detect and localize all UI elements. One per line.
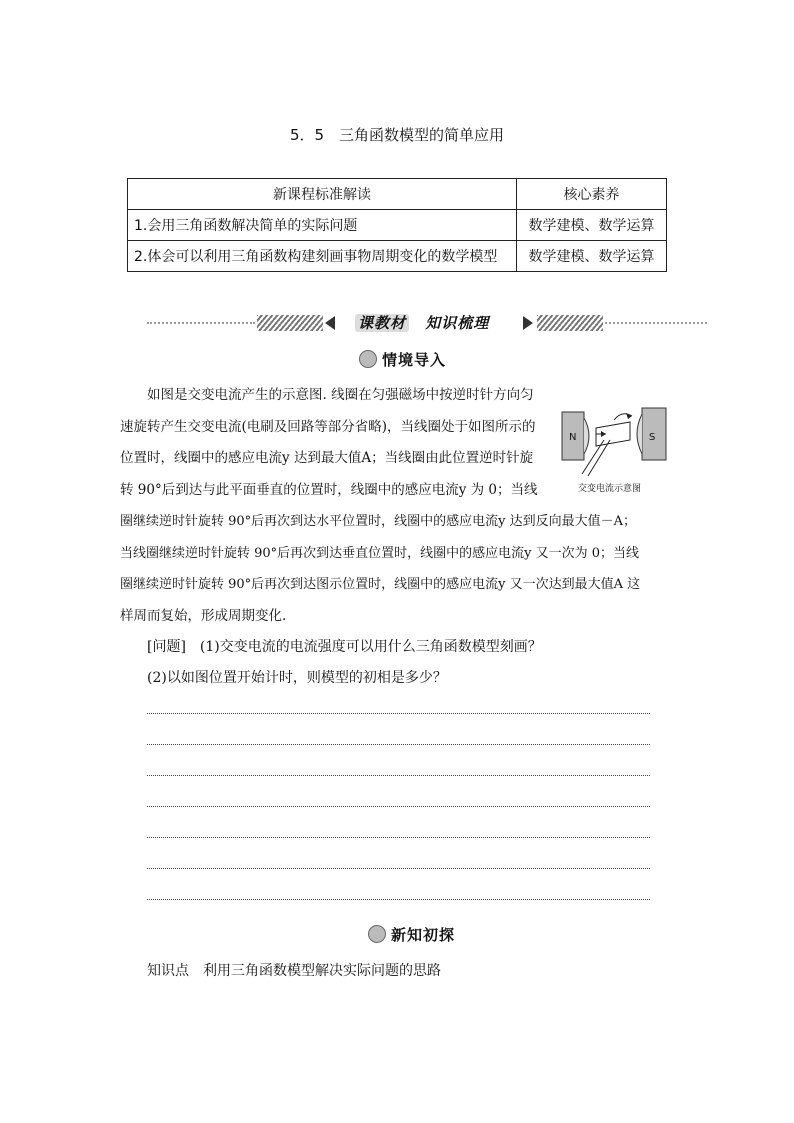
answer-line	[147, 713, 650, 714]
table-row	[128, 241, 667, 272]
paragraph-line: 圈继续逆时针旋转 90°后再次到达图示位置时，线圈中的感应电流y 又一次达到最大值A 这	[120, 577, 641, 592]
table-cell: 数学建模、数学运算	[517, 241, 667, 272]
paragraph-line: 转 90°后到达与此平面垂直的位置时，线圈中的感应电流y 为 0；当线	[120, 481, 538, 498]
triangle-right-icon	[523, 316, 533, 330]
paragraph-line: 如图是交变电流产生的示意图. 线圈在匀强磁场中按逆时针方向匀	[147, 387, 534, 403]
magnet-n-label: N	[569, 432, 577, 443]
table-header-cell: 新课程标准解读	[128, 179, 517, 210]
section-heading-intro	[359, 349, 446, 370]
answer-line	[147, 775, 650, 776]
section-heading-label: 情境导入	[382, 351, 447, 369]
paragraph-line: 当线圈继续逆时针旋转 90°后再次到达垂直位置时，线圈中的感应电流y 又一次为 0；当线	[120, 545, 640, 561]
intro-paragraph	[120, 380, 665, 632]
triangle-left-icon	[325, 316, 335, 330]
paragraph-line: 位置时，线圈中的感应电流y 达到最大值A；当线圈由此位置逆时针旋	[120, 450, 534, 466]
section-heading-label: 新知初探	[391, 926, 456, 944]
dotted-rule	[147, 322, 255, 324]
question-2: (2)以如图位置开始计时，则模型的初相是多少？	[147, 670, 447, 686]
section-heading-new-knowledge	[368, 924, 455, 945]
magnet-s-label: S	[649, 432, 656, 443]
table-cell: 1.会用三角函数解决简单的实际问题	[128, 210, 517, 241]
table-header-row	[128, 179, 667, 210]
answer-line	[147, 837, 650, 838]
answer-line	[147, 806, 650, 807]
answer-line	[147, 899, 650, 900]
answer-line	[147, 868, 650, 869]
dotted-rule	[605, 322, 707, 324]
paragraph-line: 速旋转产生交变电流(电刷及回路等部分省略)，当线圈处于如图所示的	[120, 418, 536, 435]
question-1: [问题] (1)交变电流的电流强度可以用什么三角函数模型刻画？	[147, 639, 542, 655]
banner-right-label: 知识梳理	[425, 314, 490, 332]
banner-title	[355, 312, 489, 333]
standards-table	[127, 178, 667, 272]
figure-caption: 交变电流示意图	[578, 484, 642, 494]
section-icon	[359, 350, 377, 368]
table-cell: 2.体会可以利用三角函数构建刻画事物周期变化的数学模型	[128, 241, 517, 272]
table-row	[128, 210, 667, 241]
stripe-decoration	[257, 315, 323, 331]
table-header-cell: 核心素养	[517, 179, 667, 210]
section-icon	[368, 925, 386, 943]
table-cell: 数学建模、数学运算	[517, 210, 667, 241]
page-title: 5．5 三角函数模型的简单应用	[289, 126, 505, 144]
answer-line	[147, 744, 650, 745]
stripe-decoration	[537, 315, 603, 331]
paragraph-line: 圈继续逆时针旋转 90°后再次到达水平位置时，线圈中的感应电流y 达到反向最大值－A；	[120, 514, 637, 529]
section-banner	[147, 313, 707, 333]
paragraph-line: 样周而复始，形成周期变化.	[120, 607, 287, 624]
knowledge-point: 知识点 利用三角函数模型解决实际问题的思路	[147, 963, 441, 979]
banner-left-label: 课教材	[355, 314, 409, 332]
